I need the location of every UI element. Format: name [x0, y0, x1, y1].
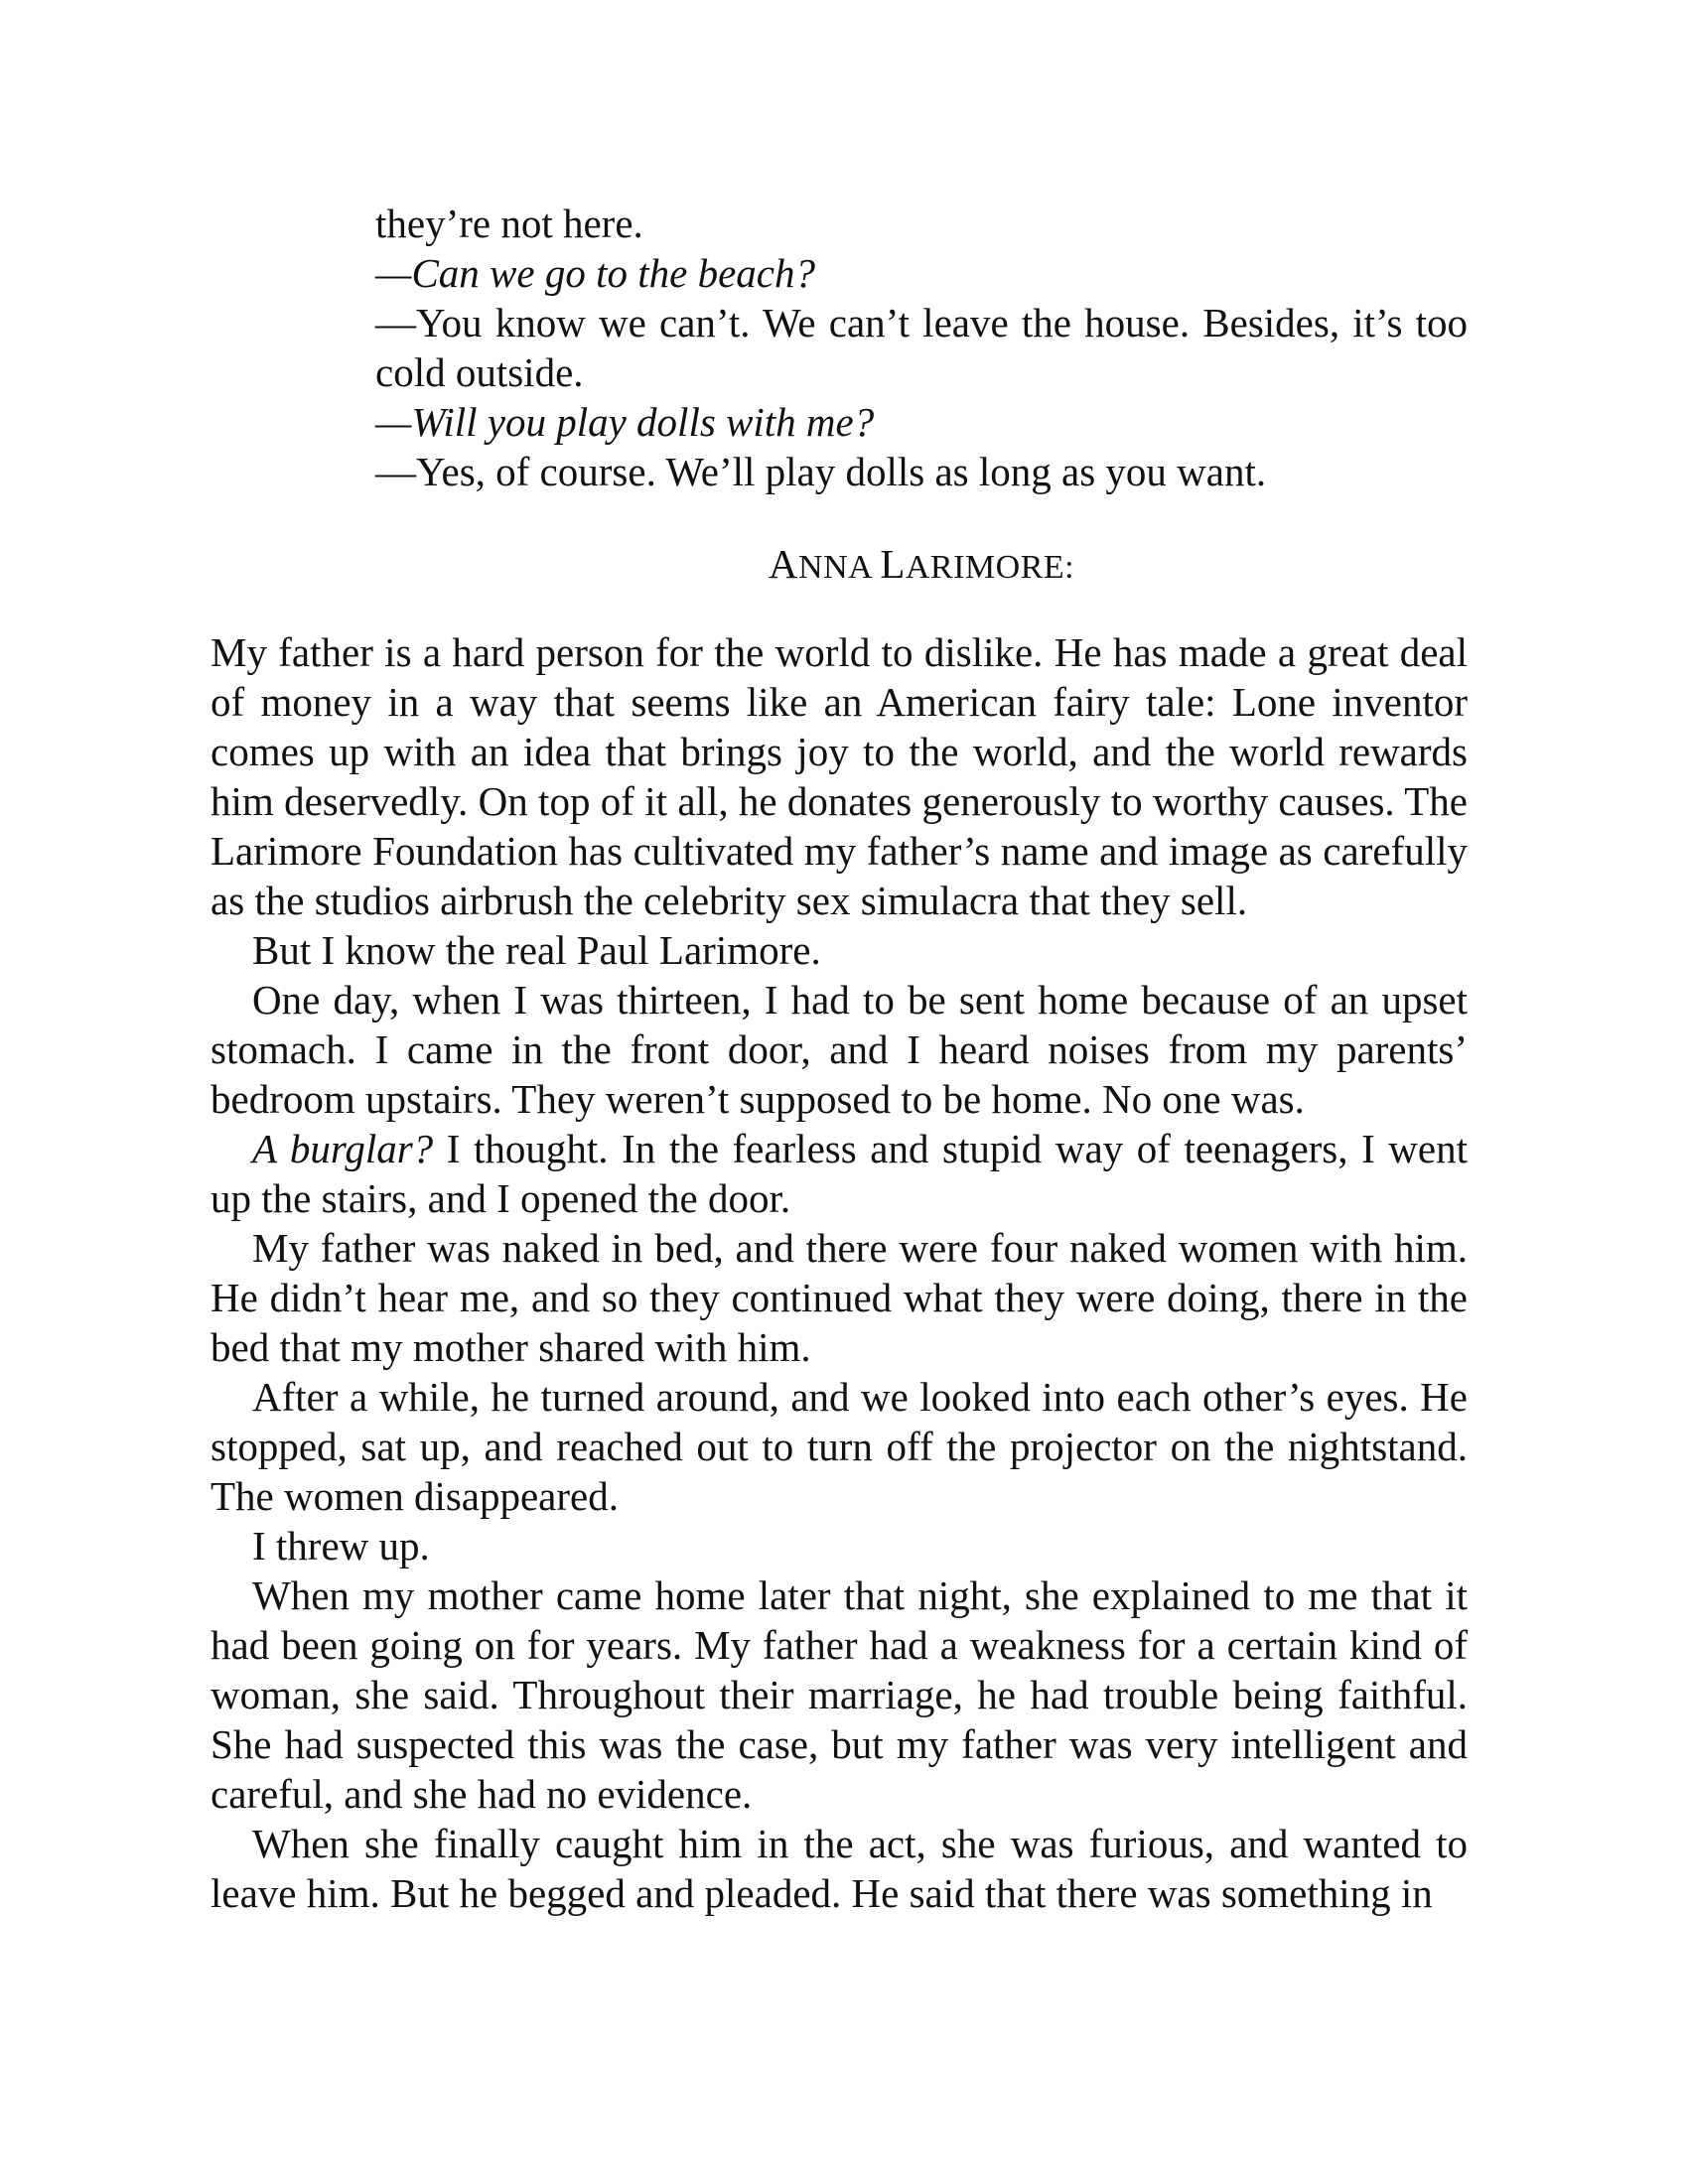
dialogue-line: they’re not here. — [375, 201, 643, 246]
dialogue-block — [375, 199, 1468, 496]
dialogue-line: —Yes, of course. We’ll play dolls as long as you want. — [375, 449, 1267, 494]
speaker-last-rest: ARIMORE: — [905, 549, 1075, 586]
paragraph-rest: I thought. In the fearless and stupid way of teenagers, I went up the stairs, and I opened the door. — [211, 1126, 1468, 1221]
speaker-first-rest: NNA — [798, 549, 872, 586]
speaker-first-initial: A — [768, 541, 799, 587]
paragraph: But I know the real Paul Larimore. — [252, 927, 821, 973]
paragraph: After a while, he turned around, and we looked into each other’s eyes. He stopped, sat up, and reached out to turn off the projector on the nightstand. The women disappeared. — [211, 1374, 1468, 1519]
paragraph: When she finally caught him in the act, she was furious, and wanted to leave him. But he begged and pleaded. He said that there was something in — [211, 1821, 1468, 1916]
paragraph: My father is a hard person for the world to dislike. He has made a great deal of money in a way that seems like an American fairy tale: Lone inventor comes up with an idea that brings joy to the world, and the world rewards him deservedly. On top of it all, he donates generously to worthy causes. The Larimore Foundation has cultivated my father’s name and image as carefully as the studios airbrush the celebrity sex simulacra that they sell. — [211, 629, 1468, 923]
dialogue-line: —You know we can’t. We can’t leave the house. Besides, it’s too cold outside. — [375, 300, 1468, 395]
body-text — [211, 627, 1468, 1918]
paragraph: One day, when I was thirteen, I had to be sent home because of an upset stomach. I came in the front door, and I heard noises from my parents’ bedroom upstairs. They weren’t supposed to be home. No one was. — [211, 977, 1468, 1122]
paragraph: When my mother came home later that night, she explained to me that it had been going on for years. My father had a weakness for a certain kind of woman, she said. Throughout their marriage, he had trouble being faithful. She had suspected this was the case, but my father was very intelligent and careful, and she had no evidence. — [211, 1572, 1468, 1817]
italic-phrase: A burglar? — [252, 1126, 434, 1171]
paragraph — [211, 1124, 1468, 1223]
speaker-last-initial: L — [880, 541, 906, 587]
dialogue-line-italic: —Will you play dolls with me? — [375, 399, 875, 445]
section-speaker-heading — [375, 541, 1468, 588]
paragraph: I threw up. — [252, 1523, 430, 1569]
dialogue-line-italic: —Can we go to the beach? — [375, 250, 815, 296]
paragraph: My father was naked in bed, and there were four naked women with him. He didn’t hear me, and so they continued what they were doing, there in the bed that my mother shared with him. — [211, 1225, 1468, 1370]
